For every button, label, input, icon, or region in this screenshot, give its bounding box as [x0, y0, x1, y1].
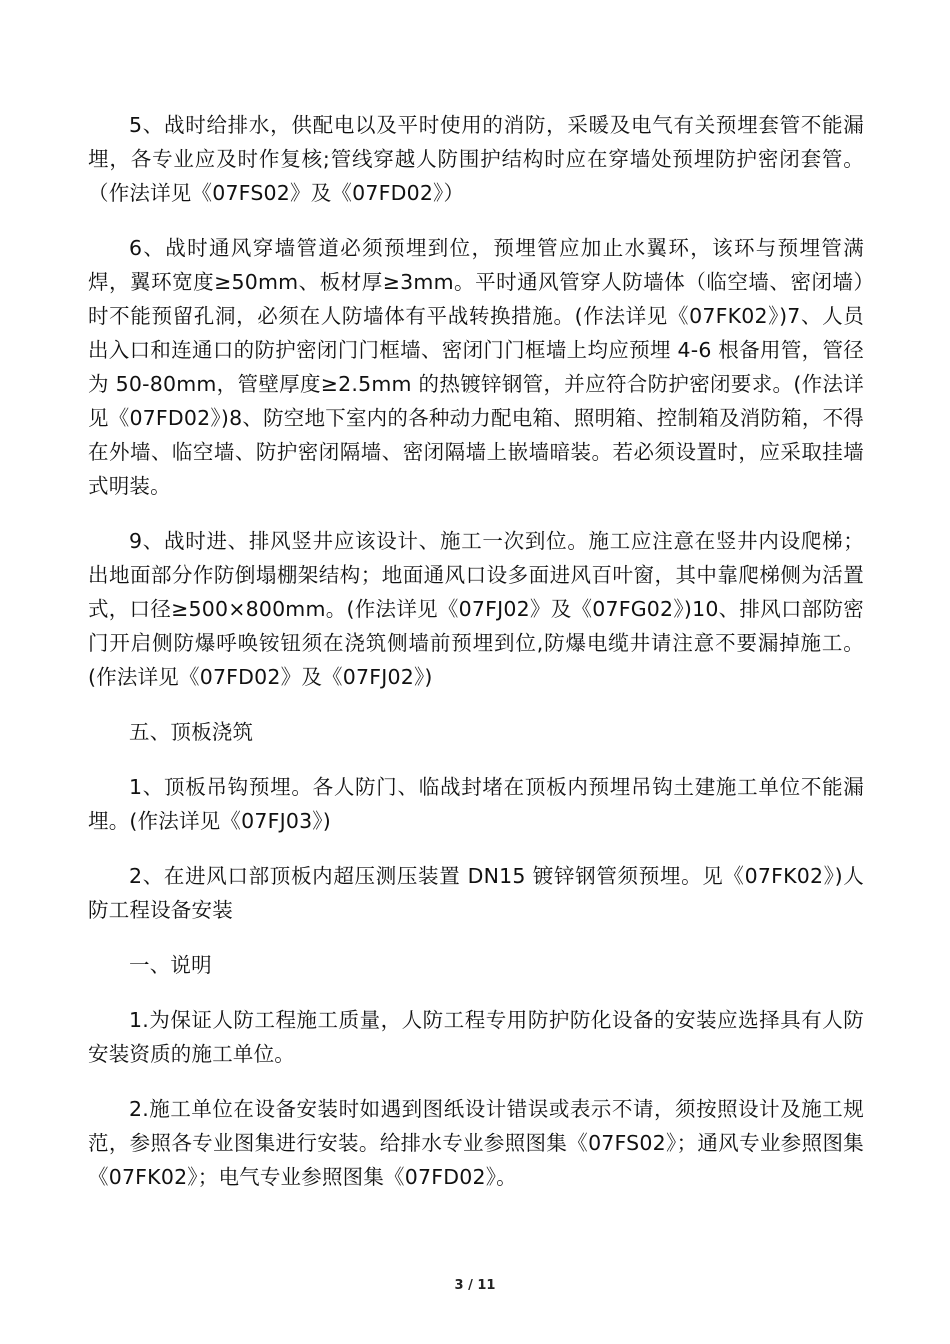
paragraph-pressure-device: 2、在进风口部顶板内超压测压装置 DN15 镀锌钢管须预埋。见《07FK02》)人防工程设备安装 — [88, 864, 864, 922]
paragraph-item-5: 5、战时给排水，供配电以及平时使用的消防，采暖及电气有关预埋套管不能漏埋，各专业应及时作复核;管线穿越人防围护结构时应在穿墙处预埋防护密闭套管。（作法详见《07FS02》及《07FD02》） — [88, 113, 864, 205]
section-heading-explanation: 一、说明 — [129, 953, 212, 977]
page-number: 3 / 11 — [454, 1278, 496, 1293]
paragraph-explanation-2: 2.施工单位在设备安装时如遇到图纸设计错误或表示不请，须按照设计及施工规范，参照各专业图集进行安装。给排水专业参照图集《07FS02》；通风专业参照图集《07FK02》；电气专业参照图集《07FD02》。 — [88, 1097, 864, 1189]
paragraph-items-6-8: 6、战时通风穿墙管道必须预埋到位，预埋管应加止水翼环，该环与预埋管满焊，翼环宽度≥50mm、板材厚≥3mm。平时通风管穿人防墙体（临空墙、密闭墙）时不能预留孔洞，必须在人防墙体有平战转换措施。(作法详见《07FK02》)7、人员出入口和连通口的防护密闭门门框墙、密闭门门框墙上均应预埋 4-6 根备用管，管径为 50-80mm，管壁厚度≥2.5mm 的热镀锌钢管，并应符合防护密闭要求。(作法详见《07FD02》)8、防空地下室内的各种动力配电箱、照明箱、控制箱及消防箱，不得在外墙、临空墙、防护密闭隔墙、密闭隔墙上嵌墙暗装。若必须设置时，应采取挂墙式明装。 — [88, 236, 864, 498]
section-heading-roof-pouring: 五、顶板浇筑 — [129, 720, 254, 744]
paragraph-explanation-1: 1.为保证人防工程施工质量，人防工程专用防护防化设备的安装应选择具有人防安装资质的施工单位。 — [88, 1008, 864, 1066]
paragraph-items-9-10: 9、战时进、排风竖井应该设计、施工一次到位。施工应注意在竖井内设爬梯；出地面部分作防倒塌棚架结构；地面通风口设多面进风百叶窗，其中靠爬梯侧为活置式，口径≥500×800mm。(作法详见《07FJ02》及《07FG02》)10、排风口部防密门开启侧防爆呼唤铵钮须在浇筑侧墙前预埋到位,防爆电缆井请注意不要漏掉施工。(作法详见《07FD02》及《07FJ02》) — [88, 529, 864, 689]
paragraph-roof-hook: 1、顶板吊钩预埋。各人防门、临战封堵在顶板内预埋吊钩土建施工单位不能漏埋。(作法详见《07FJ03》) — [88, 775, 864, 833]
document-body — [88, 108, 864, 1215]
